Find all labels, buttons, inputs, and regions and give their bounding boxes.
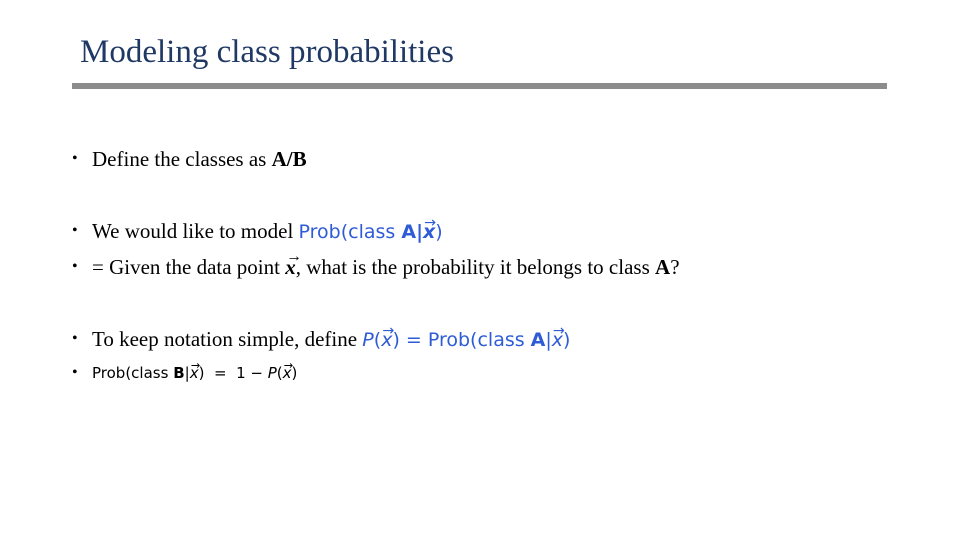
math-prob-a-given-x bbox=[299, 221, 443, 243]
slide-title: Modeling class probabilities bbox=[80, 34, 454, 70]
math-prob-b bbox=[92, 364, 297, 382]
vector-x: → x bbox=[285, 254, 296, 280]
bullet-bold: A/B bbox=[271, 147, 307, 171]
bullet-model-prob bbox=[72, 218, 443, 245]
math-text: ) bbox=[291, 364, 298, 382]
bullet-given-data-point bbox=[72, 254, 680, 280]
math-text: ) = 1 − bbox=[198, 364, 268, 382]
vector-x: → x bbox=[283, 360, 292, 386]
math-p: P bbox=[362, 329, 374, 351]
math-text: ( bbox=[276, 364, 283, 382]
bullet-dot: • bbox=[72, 364, 78, 381]
bullet-bold: A bbox=[655, 255, 671, 279]
bullet-text: To keep notation simple, define bbox=[92, 327, 363, 351]
math-bold: B bbox=[173, 364, 185, 382]
bullet-dot: • bbox=[72, 222, 78, 239]
bullet-text: , what is the probability it belongs to class bbox=[295, 255, 656, 279]
bullet-text: Define the classes as bbox=[92, 147, 272, 171]
title-divider bbox=[72, 83, 887, 89]
math-bold: A bbox=[401, 221, 417, 243]
math-bar: | bbox=[416, 221, 424, 243]
vector-x: → x bbox=[190, 360, 199, 386]
math-bar: | bbox=[545, 329, 552, 351]
vector-x: → x bbox=[552, 327, 563, 353]
vector-x: → x bbox=[423, 219, 435, 245]
math-text: Prob(class bbox=[92, 364, 174, 382]
math-text: ( bbox=[373, 329, 382, 351]
math-text: Prob(class bbox=[298, 221, 402, 243]
bullet-prob-b bbox=[72, 360, 297, 387]
math-bold: A bbox=[530, 329, 546, 351]
bullet-text: = Given the data point bbox=[92, 255, 286, 279]
bullet-dot: • bbox=[72, 150, 78, 167]
math-bar: | bbox=[184, 364, 190, 382]
bullet-dot: • bbox=[72, 330, 78, 347]
bullet-text: ? bbox=[670, 255, 680, 279]
math-text: ) bbox=[435, 221, 443, 243]
bullet-define-classes bbox=[72, 146, 307, 172]
math-text: ) bbox=[563, 329, 571, 351]
bullet-dot: • bbox=[72, 258, 78, 275]
bullet-define-p bbox=[72, 326, 570, 353]
math-text: ) = Prob(class bbox=[392, 329, 531, 351]
math-p: P bbox=[267, 364, 277, 382]
math-p-definition bbox=[362, 329, 570, 351]
vector-x: → x bbox=[381, 327, 392, 353]
bullet-text: We would like to model bbox=[92, 219, 299, 243]
